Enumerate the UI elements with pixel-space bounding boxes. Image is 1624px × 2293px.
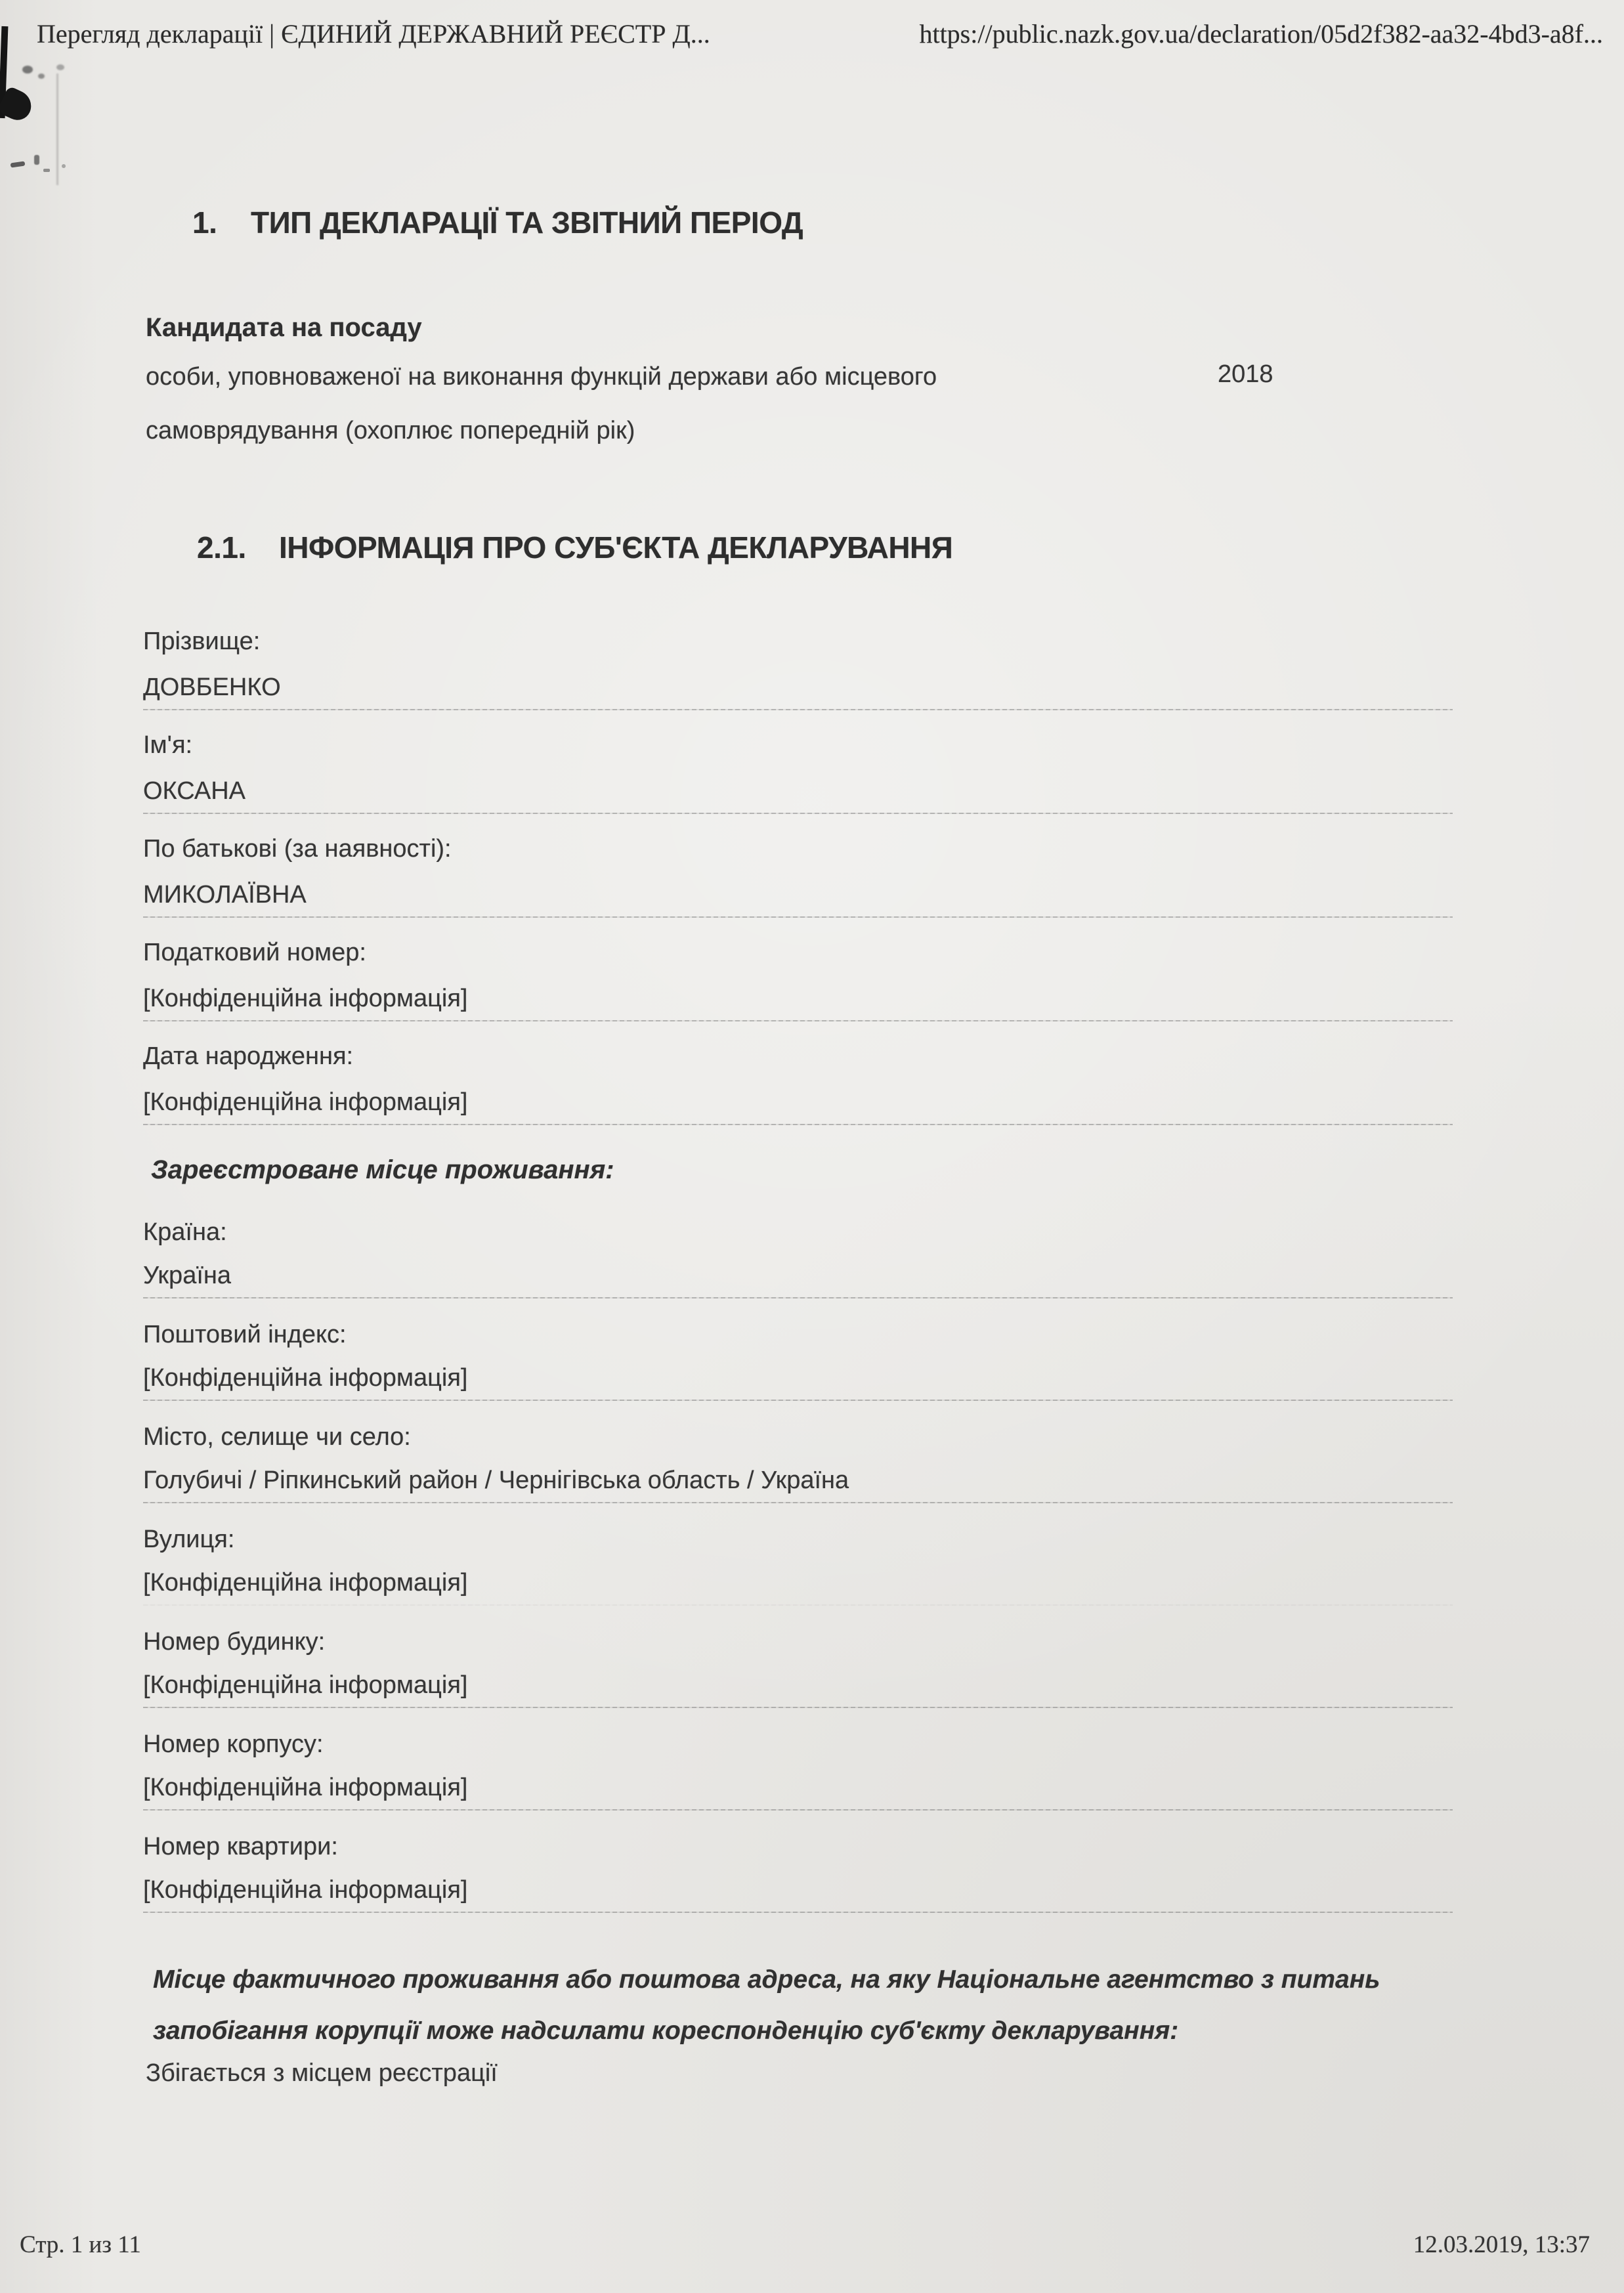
field-label: Номер корпусу: — [143, 1730, 324, 1758]
field-underline — [143, 1400, 1453, 1401]
field-value: ДОВБЕНКО — [143, 674, 281, 701]
field-label: Податковий номер: — [143, 939, 366, 966]
field-label: Країна: — [143, 1218, 227, 1246]
field-row — [143, 629, 1453, 733]
field-row — [143, 1044, 1453, 1147]
scan-artifact-mark — [62, 164, 66, 168]
field-label: Поштовий індекс: — [143, 1321, 347, 1348]
subject-fields — [143, 629, 1453, 1147]
declaration-description-line: самоврядування (охоплює попередній рік) — [146, 417, 635, 444]
declaration-type: Кандидата на посаду — [146, 313, 422, 342]
section-2-1-title: ІНФОРМАЦІЯ ПРО СУБ'ЄКТА ДЕКЛАРУВАННЯ — [279, 530, 953, 565]
field-label: Номер квартири: — [143, 1833, 338, 1860]
scan-artifact-dot — [56, 64, 64, 70]
scan-artifact-dot — [38, 74, 45, 79]
section-2-1-heading — [197, 530, 952, 565]
field-underline — [143, 916, 1453, 918]
field-underline — [143, 1604, 1453, 1606]
field-value: Україна — [143, 1262, 232, 1289]
field-underline — [143, 1020, 1453, 1021]
field-row — [143, 1732, 1453, 1834]
section-1-heading — [192, 205, 803, 240]
field-row — [143, 1629, 1453, 1732]
scan-artifact-crease — [56, 74, 58, 185]
field-label: По батькові (за наявності): — [143, 835, 452, 863]
field-underline — [143, 1809, 1453, 1811]
field-row — [143, 1322, 1453, 1425]
declaration-description — [146, 363, 937, 471]
registered-residence-heading: Зареєстроване місце проживання: — [151, 1155, 614, 1184]
registered-residence-fields — [143, 1220, 1453, 1937]
field-value: [Конфіденційна інформація] — [143, 985, 468, 1012]
scan-artifact-dot — [22, 66, 33, 74]
scan-artifact-mark — [34, 155, 39, 165]
field-label: Прізвище: — [143, 628, 261, 655]
field-underline — [143, 1297, 1453, 1298]
scan-artifact-mark — [11, 161, 26, 168]
field-value: Голубичі / Ріпкинський район / Чернігівська область / Україна — [143, 1467, 849, 1494]
field-value: [Конфіденційна інформація] — [143, 1876, 468, 1904]
actual-residence-heading: Місце фактичного проживання або поштова адреса, на яку Національне агентство з питань запобігання корупції може надсилати кореспонденцію суб'єкту декларування: — [153, 1965, 1380, 2045]
field-label: Вулиця: — [143, 1526, 235, 1553]
field-label: Дата народження: — [143, 1042, 354, 1070]
field-underline — [143, 1707, 1453, 1708]
print-header-title: Перегляд декларації | ЄДИНИЙ ДЕРЖАВНИЙ РЕЄСТР Д... — [37, 19, 710, 49]
field-value: [Конфіденційна інформація] — [143, 1671, 468, 1699]
field-underline — [143, 813, 1453, 814]
field-label: Місто, селище чи село: — [143, 1423, 411, 1451]
field-underline — [143, 1502, 1453, 1503]
field-underline — [143, 1124, 1453, 1125]
field-row — [143, 1527, 1453, 1629]
field-label: Номер будинку: — [143, 1628, 326, 1656]
field-value: [Конфіденційна інформація] — [143, 1774, 468, 1801]
section-1-number: 1. — [192, 205, 217, 240]
field-row — [143, 1425, 1453, 1527]
field-row — [143, 733, 1453, 836]
declaration-description-line: особи, уповноваженої на виконання функцій держави або місцевого — [146, 363, 937, 391]
field-value: [Конфіденційна інформація] — [143, 1088, 468, 1116]
print-header-url: https://public.nazk.gov.ua/declaration/05d2f382-aa32-4bd3-a8f... — [919, 19, 1603, 49]
field-row — [143, 1220, 1453, 1322]
page-number: Стр. 1 из 11 — [20, 2231, 141, 2258]
section-2-1-number: 2.1. — [197, 530, 246, 565]
field-value: МИКОЛАЇВНА — [143, 881, 307, 909]
report-year: 2018 — [1218, 360, 1273, 388]
field-value: [Конфіденційна інформація] — [143, 1569, 468, 1597]
field-row — [143, 1834, 1453, 1937]
field-underline — [143, 1912, 1453, 1913]
field-underline — [143, 709, 1453, 710]
print-datetime: 12.03.2019, 13:37 — [1413, 2231, 1590, 2258]
actual-residence-value: Збігається з місцем реєстрації — [146, 2059, 498, 2087]
field-value: [Конфіденційна інформація] — [143, 1364, 468, 1392]
section-1-title: ТИП ДЕКЛАРАЦІЇ ТА ЗВІТНИЙ ПЕРІОД — [251, 205, 803, 240]
field-row — [143, 940, 1453, 1044]
scan-artifact-corner — [0, 85, 36, 124]
field-value: ОКСАНА — [143, 777, 246, 805]
field-row — [143, 836, 1453, 940]
scan-artifact-mark — [43, 169, 50, 172]
field-label: Ім'я: — [143, 731, 193, 759]
